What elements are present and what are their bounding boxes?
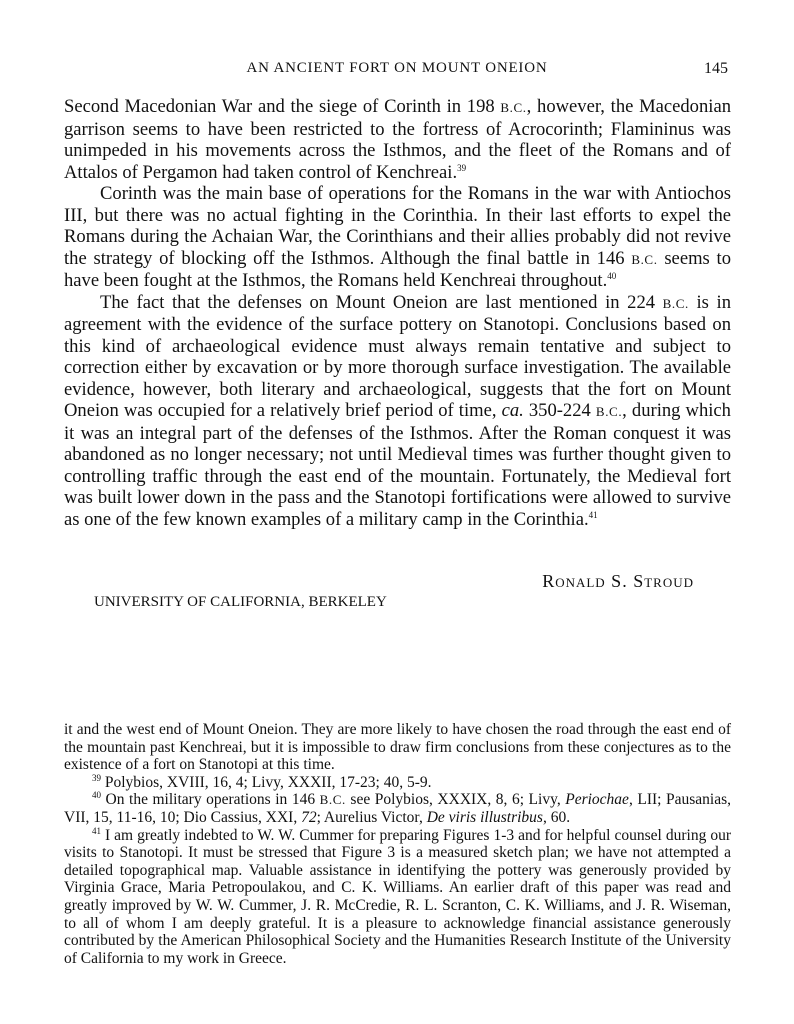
footnote-ref-40: 40 <box>607 270 617 281</box>
footnote-text: I am greatly indebted to W. W. Cummer for preparing Figures 1-3 and for helpful counsel during our visits to Stanotopi. It must be stressed that Figure 3 is a measured sketch plan; we have not attempted a detailed topographical map. Valuable assistance in identifying the pottery was generously provided by Virginia Grace, Maria Petropoulakou, and C. K. Williams. An earlier draft of this paper was read and greatly improved by W. W. Cummer, J. R. McCredie, R. L. Scranton, C. K. Williams, and J. R. Wiseman, to all of whom I am deeply grateful. It is a pleasure to acknowledge financial assistance generously contributed by the American Philosophical Society and the Humanities Research Institute of the University of California to my work in Greece. <box>64 826 731 967</box>
footnote-ref-39: 39 <box>457 162 467 173</box>
footnote-text: , LII; Pausanias, VII, 15, 11-16, 10; Dio Cassius, XXI, <box>64 791 731 826</box>
paragraph-2 <box>64 183 731 292</box>
footnote-text: On the military operations in 146 <box>101 791 320 809</box>
footnote-41 <box>64 827 731 968</box>
footnote-number: 39 <box>92 772 101 783</box>
footnote-text: ; Aurelius Victor, <box>316 808 427 826</box>
era-abbrev: B.C. <box>319 792 346 808</box>
text-run: , during which it was an integral part of the defenses of the Isthmos. After the Roman conquest it was abandoned as no longer necessary; not until Medieval times was further thought given to controlling traffic through the east end of the mountain. Fortunately, the Medieval fort was built lower down in the pass and the Stanotopi fortifications were allowed to survive as one of the few known examples of a military camp in the Corinthia. <box>64 400 731 530</box>
era-abbrev: B.C. <box>662 295 689 311</box>
footnote-39 <box>64 774 731 792</box>
footnote-text: Polybios, XVIII, 16, 4; Livy, XXXII, 17-23; 40, 5-9. <box>101 773 432 791</box>
text-run: The fact that the defenses on Mount Oneion are last mentioned in 224 <box>100 291 663 313</box>
text-run: 350-224 <box>523 400 596 421</box>
era-abbrev: B.C. <box>595 404 623 419</box>
footnote-number: 41 <box>92 825 101 836</box>
era-abbrev: B.C. <box>631 251 658 267</box>
italic-ca: ca. <box>501 400 524 421</box>
footnotes <box>64 721 731 967</box>
era-abbrev: B.C. <box>500 100 527 115</box>
author-signature: Ronald S. Stroud <box>542 571 694 591</box>
footnote-continuation: it and the west end of Mount Oneion. They are more likely to have chosen the road through the east end of the mountain past Kenchreai, but it is impossible to draw firm conclusions from these conjectures as to the existence of a fort on Stanotopi at this time. <box>64 721 731 774</box>
paragraph-1 <box>64 96 731 183</box>
paragraph-3 <box>64 292 731 531</box>
text-run: Corinth was the main base of operations for the Romans in the war with Antiochos III, but there was no actual fighting in the Corinthia. In their last efforts to expel the Romans during the Achaian War, the Corinthians and their allies probably did not revive the strategy of blocking off the Isthmos. Although the final battle in 146 <box>64 183 731 269</box>
page-header <box>64 60 730 80</box>
italic-title: Periochae <box>565 791 629 809</box>
text-run: seems to have been fought at the Isthmos, the Romans held Kenchreai throughout. <box>64 247 731 291</box>
footnote-number: 40 <box>92 790 101 801</box>
footnote-ref-41: 41 <box>588 509 598 520</box>
main-text <box>64 96 731 530</box>
text-run: is in agreement with the evidence of the surface pottery on Stanotopi. Conclusions based on this kind of archaeological evidence must always remain tentative and subject to correction either by excavation or by more thorough surface investigation. The available evidence, however, both literary and archaeological, suggests that the fort on Mount Oneion was occupied for a relatively brief period of time, <box>64 291 731 421</box>
footnote-40 <box>64 791 731 826</box>
footnote-text: see Polybios, XXXIX, 8, 6; Livy, <box>345 791 566 809</box>
author-affiliation: UNIVERSITY OF CALIFORNIA, BERKELEY <box>94 594 387 610</box>
text-run: , however, the Macedonian garrison seems to have been restricted to the fortress of Acrocorinth; Flamininus was unimpeded in his movements across the Isthmos, and the fleet of the Romans and of Attalos of Pergamon had taken control of Kenchreai. <box>64 96 731 183</box>
italic-title: De viris illustribus <box>426 808 543 826</box>
text-run: Second Macedonian War and the siege of Corinth in 198 <box>64 96 501 117</box>
running-title: AN ANCIENT FORT ON MOUNT ONEION <box>246 60 548 76</box>
page-number: 145 <box>704 60 728 77</box>
italic-number: 72 <box>301 808 317 826</box>
footnote-text: , 60. <box>542 808 571 826</box>
